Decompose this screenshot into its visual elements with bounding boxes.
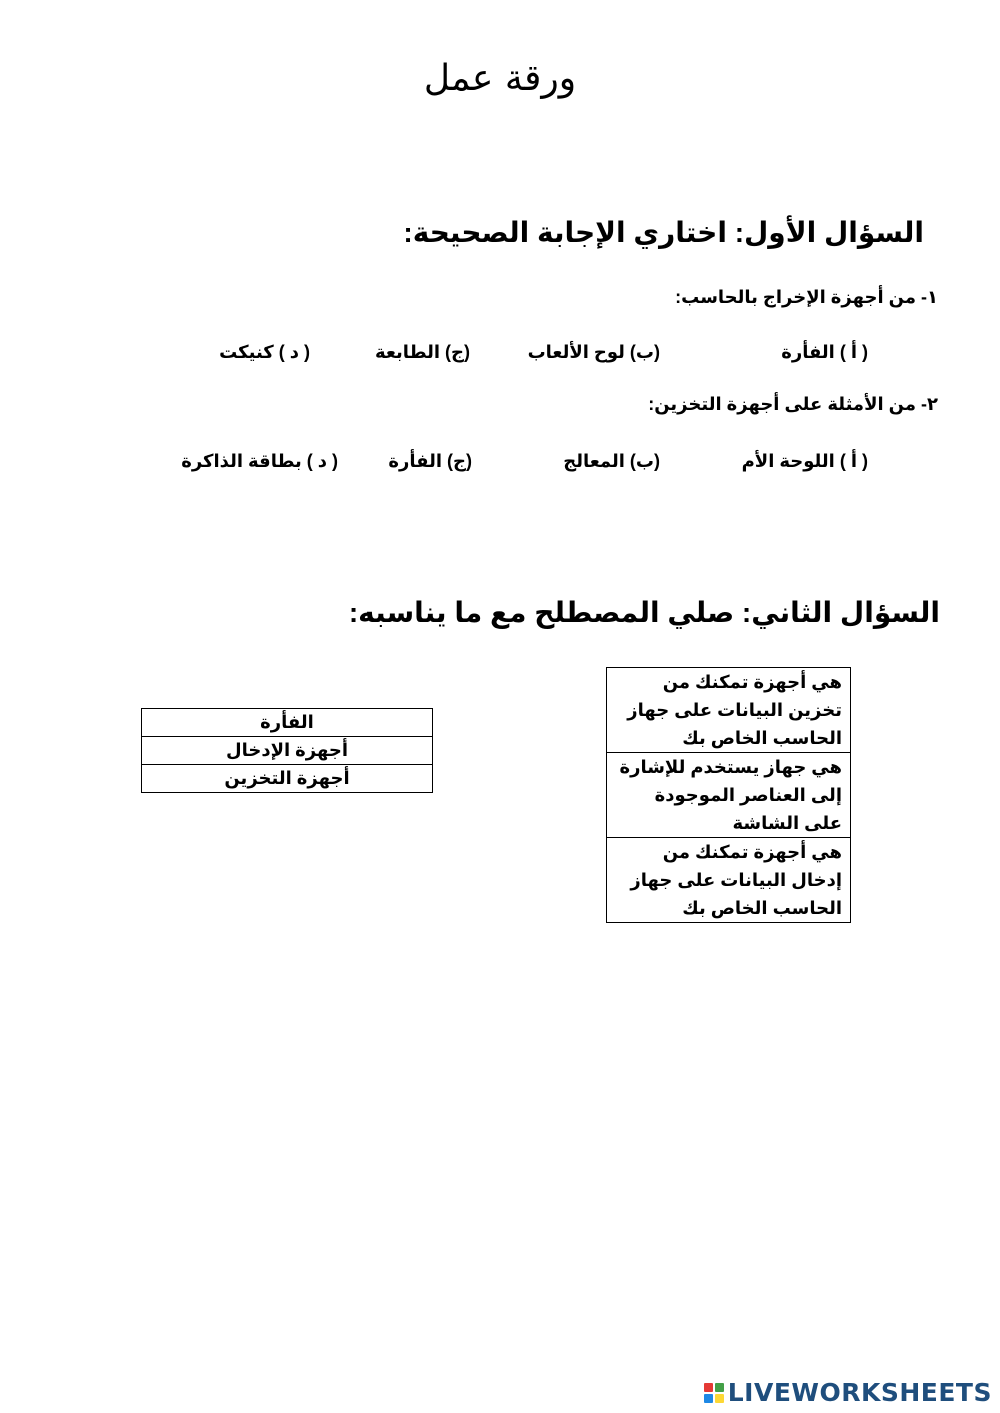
liveworksheets-logo-icon — [704, 1383, 724, 1403]
brand-text: LIVEWORKSHEETS — [727, 1378, 992, 1407]
term-cell[interactable]: أجهزة التخزين — [142, 765, 433, 793]
q1-item1-option-c[interactable]: (ج) الطابعة — [374, 342, 470, 362]
term-cell[interactable]: أجهزة الإدخال — [142, 737, 433, 765]
definition-cell[interactable]: هي أجهزة تمكنك من إدخال البيانات على جهاز الحاسب الخاص بك — [607, 838, 851, 923]
question1-heading: السؤال الأول: اختاري الإجابة الصحيحة: — [403, 217, 924, 248]
logo-square — [704, 1394, 713, 1403]
q1-item1-option-a[interactable]: ( أ ) الفأرة — [781, 342, 868, 362]
logo-square — [715, 1383, 724, 1392]
terms-table — [141, 708, 433, 793]
q1-item1-option-d[interactable]: ( د ) كنيكت — [219, 342, 310, 362]
definitions-table — [606, 667, 851, 923]
table-row — [142, 765, 433, 793]
table-row — [607, 838, 851, 923]
definition-cell[interactable]: هي جهاز يستخدم للإشارة إلى العناصر الموجودة على الشاشة — [607, 753, 851, 838]
table-row — [142, 737, 433, 765]
page-title: ورقة عمل — [423, 58, 577, 99]
question2-heading: السؤال الثاني: صلي المصطلح مع ما يناسبه: — [348, 597, 940, 628]
logo-square — [715, 1394, 724, 1403]
q1-item2-option-d[interactable]: ( د ) بطاقة الذاكرة — [181, 451, 338, 471]
table-row — [607, 753, 851, 838]
q1-item1-option-b[interactable]: (ب) لوح الألعاب — [527, 342, 660, 362]
q1-item2-option-c[interactable]: (ج) الفأرة — [388, 451, 472, 471]
table-row — [607, 668, 851, 753]
term-cell[interactable]: الفأرة — [142, 709, 433, 737]
q1-item2-option-b[interactable]: (ب) المعالج — [563, 451, 660, 471]
liveworksheets-brand — [704, 1378, 992, 1407]
definition-cell[interactable]: هي أجهزة تمكنك من تخزين البيانات على جهاز الحاسب الخاص بك — [607, 668, 851, 753]
question1-item2-prompt: ٢- من الأمثلة على أجهزة التخزين: — [648, 394, 938, 414]
table-row — [142, 709, 433, 737]
logo-square — [704, 1383, 713, 1392]
q1-item2-option-a[interactable]: ( أ ) اللوحة الأم — [741, 451, 868, 471]
question1-item1-prompt: ١- من أجهزة الإخراج بالحاسب: — [675, 287, 938, 307]
